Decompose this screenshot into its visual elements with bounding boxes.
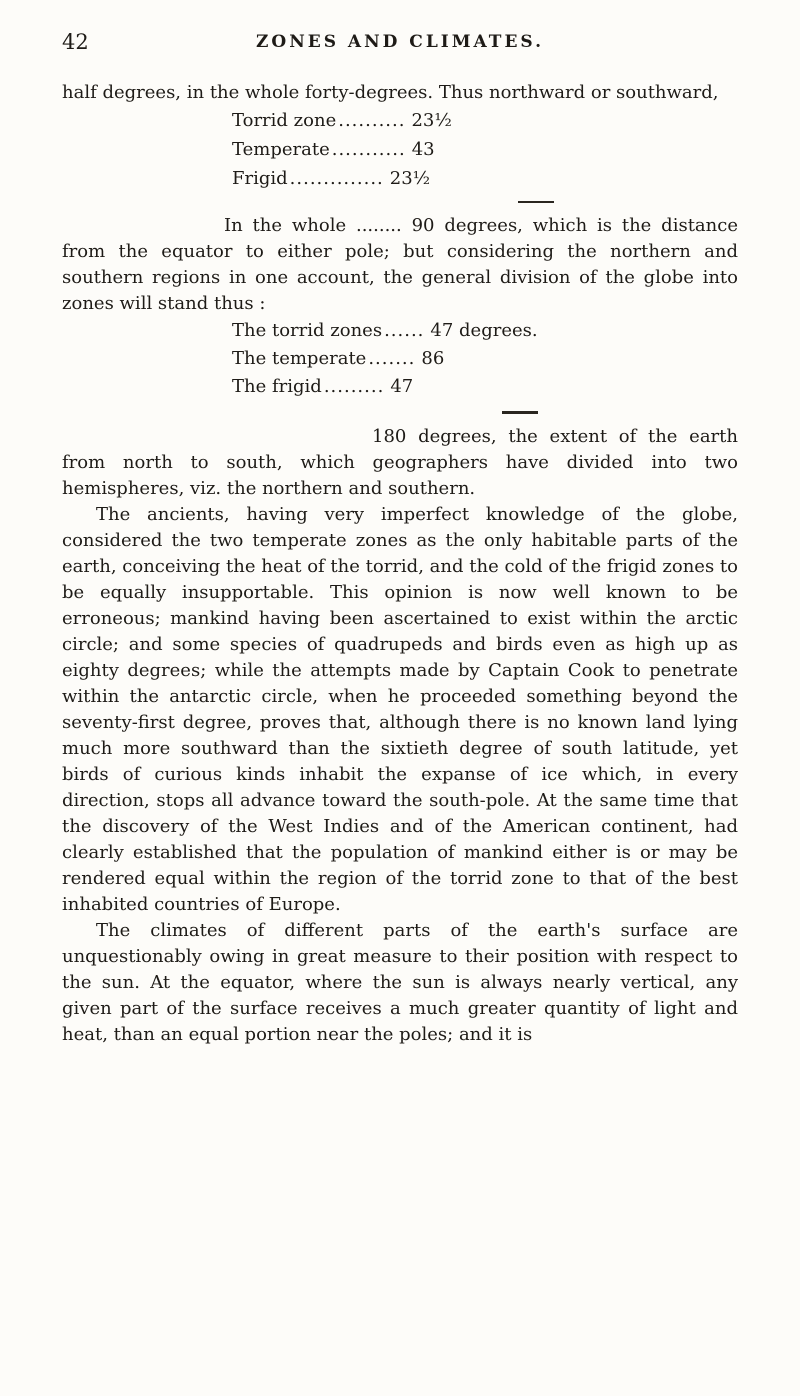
leader-dots: ...... (384, 320, 425, 341)
leader-dots: ......... (323, 376, 385, 397)
running-head: ZONES AND CLIMATES. (255, 32, 544, 52)
total-paragraph (62, 424, 738, 502)
paragraph-climates: The climates of different parts of the earth's surface are unquestionably owing in great measure to their position with respect to the sun. At the equator, where the sun is always nearly vertical, any given part of the surface receives a much greater quantity of light and heat, than an equal portion near the poles; and it is (62, 920, 738, 1045)
paragraph-ancients: The ancients, having very imperfect knowledge of the globe, considered the two temperate zones as the only habitable parts of the earth, conceiving the heat of the torrid, and the cold of the frigid zones to be equally insupportable. This opinion is now well known to be erroneous; mankind having been ascertained to exist within the arctic circle; and some species of quadrupeds and birds even as high up as eighty degrees; while the attempts made by Captain Cook to penetrate within the antarctic circle, when he proceeded something beyond the seventy-first degree, proves that, although there is no known land lying much more southward than the sixtieth degree of south latitude, yet birds of curious kinds inhabit the expanse of ice which, in every direction, stops all advance toward the south-pole. At the same time that the discovery of the West Indies and of the American continent, had clearly established that the population of mankind either is or may be rendered equal within the region of the torrid zone to that of the best inhabited countries of Europe. (62, 504, 738, 915)
row-label: The torrid zones (232, 320, 383, 341)
page-number: 42 (62, 30, 89, 54)
table-row (232, 373, 572, 401)
zones-table-globe (232, 317, 572, 414)
leader-dots: ....... (368, 348, 416, 369)
row-value: 86 (421, 348, 445, 369)
sum-rule (518, 201, 554, 203)
table-row (232, 135, 572, 164)
table-row (232, 317, 572, 345)
leader-dots: ........ (355, 215, 402, 236)
page-body (62, 80, 738, 1048)
row-label: Frigid (232, 168, 288, 189)
leader-dots: .............. (289, 168, 384, 189)
row-label: The frigid (232, 376, 322, 397)
row-label: The temperate (232, 348, 367, 369)
leader-dots: ........... (331, 139, 406, 160)
whole-paragraph (62, 213, 738, 317)
row-value: 43 (411, 139, 435, 160)
sum-rule (502, 411, 538, 414)
row-value: 47 degrees. (430, 320, 538, 341)
table-row (232, 106, 572, 135)
row-value: 47 (390, 376, 414, 397)
zones-table-hemisphere (232, 106, 572, 203)
row-label: Temperate (232, 139, 330, 160)
leader-dots: .......... (338, 110, 406, 131)
row-label: Torrid zone (232, 110, 337, 131)
table-row (232, 345, 572, 373)
row-value: 23½ (389, 168, 431, 189)
whole-label: In the whole (224, 215, 347, 236)
total-text: 180 degrees, the extent of the earth from north to south, which geographers have divided into two hemispheres, viz. the northern and southern. (62, 426, 738, 499)
whole-text: 90 degrees, which is the distance from the equator to either pole; but considering the northern and southern regions in one account, the general division of the globe into zones will stand thus : (62, 215, 738, 314)
page-header (62, 30, 738, 60)
table-row (232, 164, 572, 193)
intro-paragraph: half degrees, in the whole forty-degrees. Thus northward or southward, (62, 82, 719, 103)
row-value: 23½ (411, 110, 452, 131)
